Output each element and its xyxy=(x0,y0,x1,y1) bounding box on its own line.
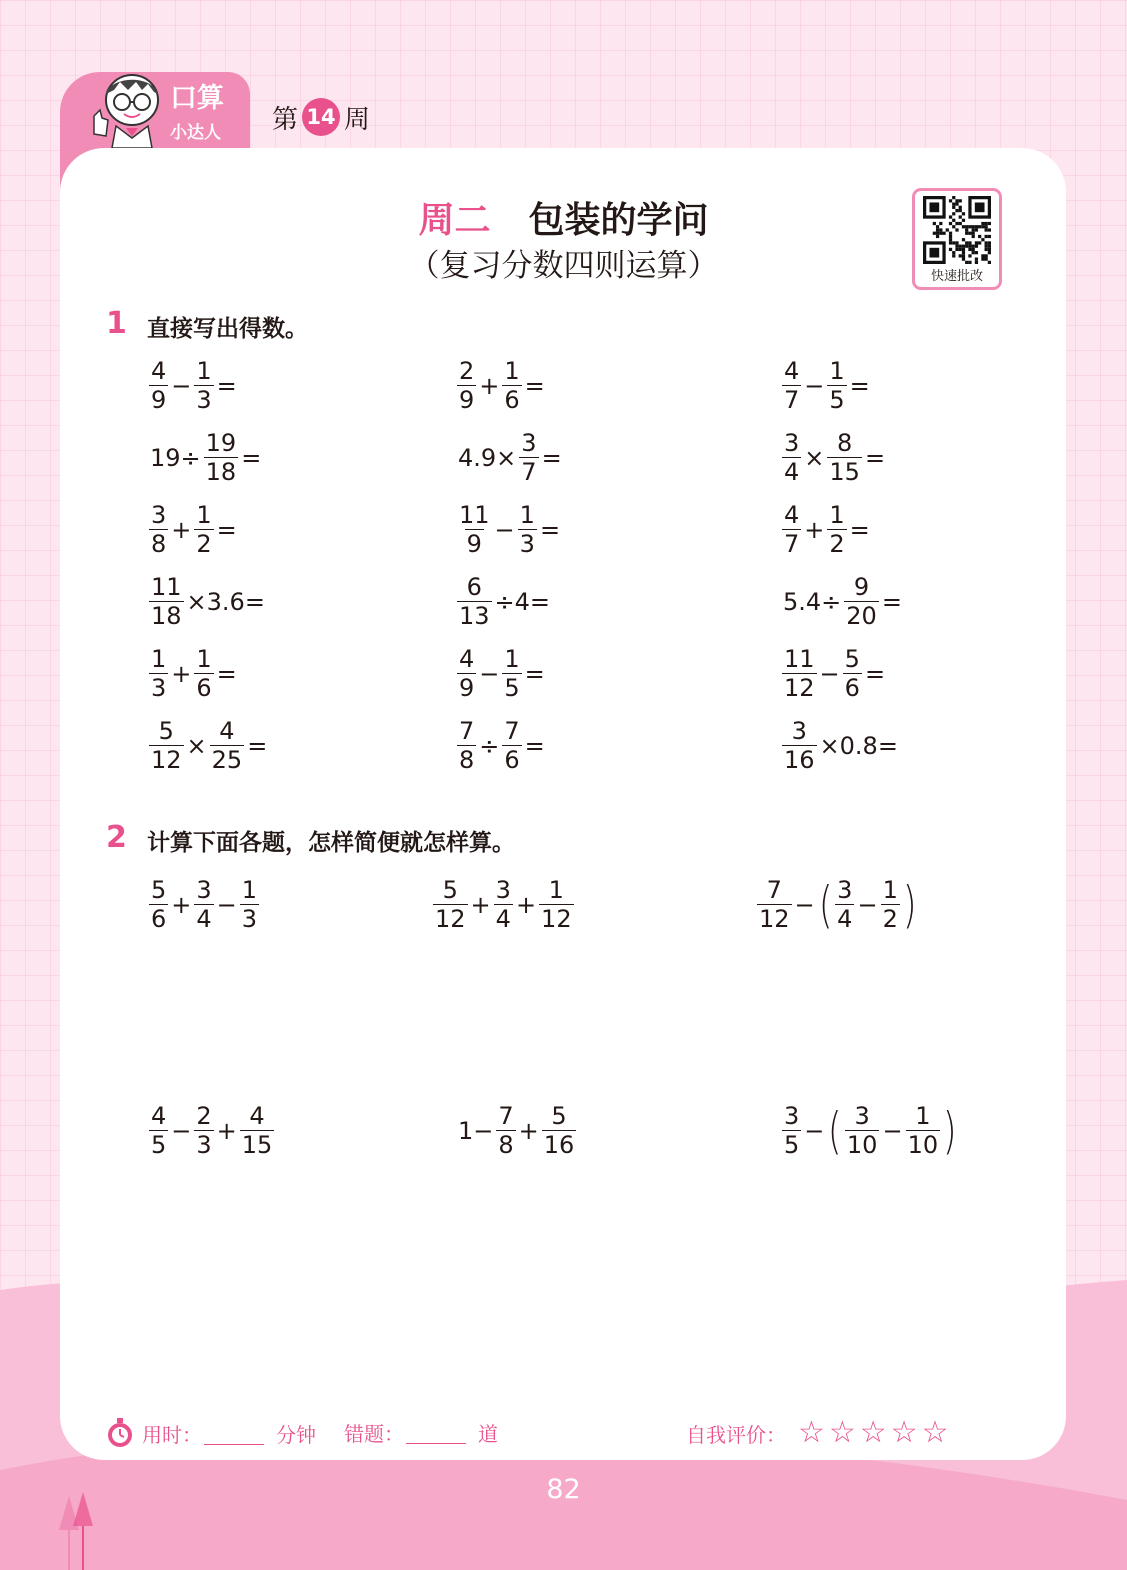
numerator: 1 xyxy=(882,876,898,904)
errors-blank[interactable] xyxy=(406,1443,466,1444)
fraction xyxy=(843,645,862,702)
fraction xyxy=(906,1102,941,1159)
fraction xyxy=(782,645,817,702)
denominator: 3 xyxy=(241,905,258,933)
fraction xyxy=(519,429,538,486)
operator: = xyxy=(881,587,902,616)
operator: − xyxy=(216,890,237,919)
numerator: 7 xyxy=(766,876,782,904)
denominator: 12 xyxy=(759,905,790,933)
s1-problem xyxy=(456,645,547,702)
denominator: 7 xyxy=(784,530,800,558)
operator: + xyxy=(470,890,491,919)
numerator: 7 xyxy=(504,717,520,745)
denominator: 18 xyxy=(151,602,182,630)
s1-problem xyxy=(781,717,900,774)
operator: 5.4÷ xyxy=(783,587,842,616)
operator: − xyxy=(171,371,192,400)
fraction xyxy=(845,1102,880,1159)
fraction xyxy=(835,876,854,933)
operator: = xyxy=(539,515,561,544)
s2-problem xyxy=(148,876,260,933)
operator: × xyxy=(186,731,207,760)
week-suffix: 周 xyxy=(344,104,371,135)
denominator: 12 xyxy=(435,905,466,933)
numerator: 11 xyxy=(459,501,490,529)
fraction xyxy=(149,876,168,933)
operator: = xyxy=(541,443,562,472)
operator: − xyxy=(794,890,815,919)
s1-problem xyxy=(148,645,239,702)
numerator: 1 xyxy=(196,501,212,529)
operator: = xyxy=(216,371,237,400)
operator: = xyxy=(849,515,870,544)
page-number: 82 xyxy=(546,1474,581,1505)
fraction xyxy=(782,1102,801,1159)
operator: = xyxy=(216,659,237,688)
numerator: 3 xyxy=(196,876,212,904)
parenthesis: ( xyxy=(818,875,833,934)
operator: = xyxy=(247,731,268,760)
s2-problem xyxy=(456,1102,577,1159)
fraction xyxy=(210,717,245,774)
fraction xyxy=(542,1102,577,1159)
qr-code-icon xyxy=(921,196,993,264)
page-subtitle: （复习分数四则运算） xyxy=(408,248,719,284)
operator: + xyxy=(515,890,537,919)
denominator: 6 xyxy=(151,905,167,933)
operator: ×0.8= xyxy=(819,731,898,760)
week-indicator xyxy=(272,98,370,136)
fraction xyxy=(433,876,468,933)
operator: + xyxy=(518,1116,539,1145)
title-day: 周二 xyxy=(418,200,491,241)
s1-problem xyxy=(148,573,267,630)
denominator: 6 xyxy=(844,674,860,702)
denominator: 8 xyxy=(498,1131,514,1159)
s1-problem xyxy=(148,357,239,414)
time-used-field xyxy=(106,1418,316,1448)
fraction xyxy=(827,501,846,558)
numerator: 4 xyxy=(784,357,800,385)
parenthesis: ) xyxy=(902,875,917,934)
s1-problem xyxy=(148,429,263,486)
numerator: 3 xyxy=(784,429,800,457)
worksheet-card xyxy=(60,148,1066,1460)
week-prefix: 第 xyxy=(272,104,299,135)
numerator: 5 xyxy=(551,1102,567,1130)
numerator: 6 xyxy=(466,573,482,601)
fraction xyxy=(757,876,792,933)
rating-stars[interactable]: ☆☆☆☆☆ xyxy=(798,1415,953,1450)
fraction xyxy=(881,876,900,933)
fraction xyxy=(502,357,521,414)
denominator: 12 xyxy=(151,746,182,774)
numerator: 2 xyxy=(459,357,475,385)
numerator: 5 xyxy=(158,717,174,745)
operator: + xyxy=(479,371,500,400)
operator: = xyxy=(241,443,262,472)
errors-unit: 道 xyxy=(478,1422,498,1446)
operator: = xyxy=(864,659,886,688)
operator: − xyxy=(819,659,840,688)
numerator: 4 xyxy=(151,1102,167,1130)
stopwatch-icon xyxy=(106,1418,134,1448)
denominator: 7 xyxy=(521,458,537,486)
fraction xyxy=(827,357,846,414)
numerator: 1 xyxy=(241,876,258,904)
operator: = xyxy=(849,371,870,400)
numerator: 9 xyxy=(853,573,870,601)
operator: − xyxy=(171,1116,192,1145)
denominator: 15 xyxy=(829,458,860,486)
denominator: 16 xyxy=(543,1131,575,1159)
numerator: 19 xyxy=(205,429,237,457)
fraction xyxy=(502,645,521,702)
fraction xyxy=(149,1102,168,1159)
s2-problem xyxy=(781,1102,959,1159)
denominator: 4 xyxy=(495,905,511,933)
section-1-number: 1 xyxy=(106,306,127,341)
numerator: 3 xyxy=(854,1102,870,1130)
denominator: 4 xyxy=(837,905,853,933)
s1-problem xyxy=(456,573,552,630)
operator: = xyxy=(216,515,237,544)
mascot-icon xyxy=(82,72,172,148)
numerator: 1 xyxy=(151,645,167,673)
numerator: 5 xyxy=(442,876,458,904)
denominator: 3 xyxy=(196,386,212,414)
denominator: 6 xyxy=(504,386,520,414)
numerator: 4 xyxy=(151,357,167,385)
operator: = xyxy=(864,443,886,472)
corner-arrows-decoration xyxy=(55,1492,99,1570)
fraction xyxy=(518,501,537,558)
s2-problem xyxy=(756,876,918,933)
denominator: 4 xyxy=(196,905,212,933)
denominator: 7 xyxy=(784,386,800,414)
fraction xyxy=(457,717,476,774)
operator: + xyxy=(171,515,192,544)
operator: = xyxy=(524,659,545,688)
s2-problem xyxy=(148,1102,275,1159)
operator: ×3.6= xyxy=(186,587,265,616)
numerator: 11 xyxy=(151,573,182,601)
tab-subtitle: 小达人 xyxy=(170,123,221,143)
fraction xyxy=(457,573,492,630)
fraction xyxy=(502,717,521,774)
s1-problem xyxy=(456,717,547,774)
fraction xyxy=(194,1102,213,1159)
operator: − xyxy=(882,1116,903,1145)
s2-problem xyxy=(432,876,575,933)
numerator: 3 xyxy=(521,429,537,457)
operator: × xyxy=(804,443,825,472)
numerator: 3 xyxy=(784,1102,800,1130)
fraction xyxy=(240,1102,275,1159)
denominator: 6 xyxy=(504,746,520,774)
operator: ÷ xyxy=(479,731,500,760)
time-unit: 分钟 xyxy=(276,1423,316,1447)
time-label: 用时： xyxy=(142,1423,202,1447)
numerator: 7 xyxy=(459,717,475,745)
numerator: 1 xyxy=(196,645,212,673)
operator: 1− xyxy=(458,1116,494,1145)
fraction xyxy=(194,876,213,933)
operator: − xyxy=(494,515,515,544)
numerator: 7 xyxy=(498,1102,514,1130)
numerator: 5 xyxy=(151,876,167,904)
week-number-badge: 14 xyxy=(302,98,340,136)
operator: − xyxy=(857,890,878,919)
fraction xyxy=(149,717,184,774)
fraction xyxy=(149,357,168,414)
numerator: 1 xyxy=(829,357,845,385)
fraction xyxy=(457,501,492,558)
fraction xyxy=(194,357,213,414)
fraction xyxy=(149,645,168,702)
section-2-instruction: 计算下面各题，怎样简便就怎样算。 xyxy=(147,830,515,856)
numerator: 8 xyxy=(837,429,853,457)
numerator: 1 xyxy=(196,357,212,385)
denominator: 4 xyxy=(784,458,800,486)
numerator: 3 xyxy=(495,876,511,904)
rating-label: 自我评价： xyxy=(686,1423,786,1447)
denominator: 12 xyxy=(541,905,572,933)
fraction xyxy=(782,501,801,558)
fraction xyxy=(844,573,879,630)
denominator: 16 xyxy=(784,746,815,774)
self-rating xyxy=(686,1415,953,1450)
fraction xyxy=(539,876,574,933)
s1-problem xyxy=(456,501,562,558)
fraction xyxy=(149,573,184,630)
operator: − xyxy=(804,1116,825,1145)
denominator: 5 xyxy=(829,386,845,414)
denominator: 3 xyxy=(519,530,535,558)
numerator: 1 xyxy=(519,501,535,529)
operator: ÷4= xyxy=(494,587,551,616)
tab-title: 口算 xyxy=(170,83,224,114)
denominator: 10 xyxy=(907,1131,939,1159)
fraction xyxy=(782,357,801,414)
fraction xyxy=(496,1102,515,1159)
fraction xyxy=(457,645,476,702)
parenthesis: ( xyxy=(828,1101,842,1160)
denominator: 5 xyxy=(151,1131,167,1159)
operator: 19÷ xyxy=(150,443,201,472)
denominator: 12 xyxy=(784,674,815,702)
denominator: 13 xyxy=(459,602,490,630)
section-1-instruction: 直接写出得数。 xyxy=(147,316,308,342)
title-topic: 包装的学问 xyxy=(528,200,709,241)
fraction xyxy=(782,429,801,486)
fraction xyxy=(240,876,259,933)
numerator: 11 xyxy=(784,645,815,673)
denominator: 2 xyxy=(829,530,845,558)
s1-problem xyxy=(781,357,872,414)
denominator: 9 xyxy=(466,530,482,558)
numerator: 1 xyxy=(504,357,520,385)
operator: + xyxy=(216,1116,237,1145)
section-2-number: 2 xyxy=(106,820,127,855)
fraction xyxy=(149,501,168,558)
denominator: 3 xyxy=(151,674,167,702)
numerator: 1 xyxy=(504,645,520,673)
denominator: 25 xyxy=(211,746,243,774)
time-blank[interactable] xyxy=(204,1444,264,1445)
denominator: 6 xyxy=(196,674,212,702)
s1-problem xyxy=(456,357,547,414)
denominator: 5 xyxy=(784,1131,800,1159)
s1-problem xyxy=(781,429,887,486)
fraction xyxy=(827,429,862,486)
operator: + xyxy=(804,515,825,544)
s1-problem xyxy=(148,717,269,774)
s1-problem xyxy=(781,573,904,630)
denominator: 20 xyxy=(846,602,877,630)
operator: − xyxy=(479,659,500,688)
fraction xyxy=(194,501,213,558)
numerator: 4 xyxy=(219,717,235,745)
fraction xyxy=(782,717,817,774)
parenthesis: ) xyxy=(943,1101,957,1160)
fraction xyxy=(194,645,213,702)
fraction xyxy=(204,429,239,486)
denominator: 9 xyxy=(151,386,167,414)
numerator: 1 xyxy=(915,1102,931,1130)
denominator: 15 xyxy=(241,1131,273,1159)
s1-problem xyxy=(456,429,564,486)
operator: = xyxy=(524,371,545,400)
denominator: 10 xyxy=(846,1131,878,1159)
operator: 4.9× xyxy=(458,443,517,472)
numerator: 4 xyxy=(459,645,475,673)
numerator: 2 xyxy=(196,1102,212,1130)
denominator: 3 xyxy=(196,1131,212,1159)
denominator: 18 xyxy=(205,458,237,486)
denominator: 2 xyxy=(196,530,212,558)
numerator: 4 xyxy=(784,501,800,529)
numerator: 3 xyxy=(151,501,167,529)
s1-problem xyxy=(781,645,887,702)
denominator: 2 xyxy=(882,905,898,933)
denominator: 9 xyxy=(459,386,475,414)
denominator: 8 xyxy=(151,530,167,558)
fraction xyxy=(494,876,513,933)
numerator: 5 xyxy=(844,645,860,673)
numerator: 1 xyxy=(548,876,564,904)
operator: = xyxy=(524,731,545,760)
operator: + xyxy=(171,890,192,919)
denominator: 5 xyxy=(504,674,520,702)
qr-code-box[interactable] xyxy=(912,188,1002,290)
denominator: 9 xyxy=(459,674,475,702)
operator: + xyxy=(171,659,192,688)
numerator: 3 xyxy=(837,876,853,904)
qr-label: 快速批改 xyxy=(930,269,983,284)
operator: − xyxy=(804,371,825,400)
numerator: 1 xyxy=(829,501,845,529)
numerator: 4 xyxy=(249,1102,265,1130)
denominator: 8 xyxy=(459,746,475,774)
fraction xyxy=(457,357,476,414)
s1-problem xyxy=(781,501,872,558)
errors-field xyxy=(344,1418,498,1447)
errors-label: 错题： xyxy=(344,1422,404,1446)
s1-problem xyxy=(148,501,239,558)
numerator: 3 xyxy=(791,717,807,745)
